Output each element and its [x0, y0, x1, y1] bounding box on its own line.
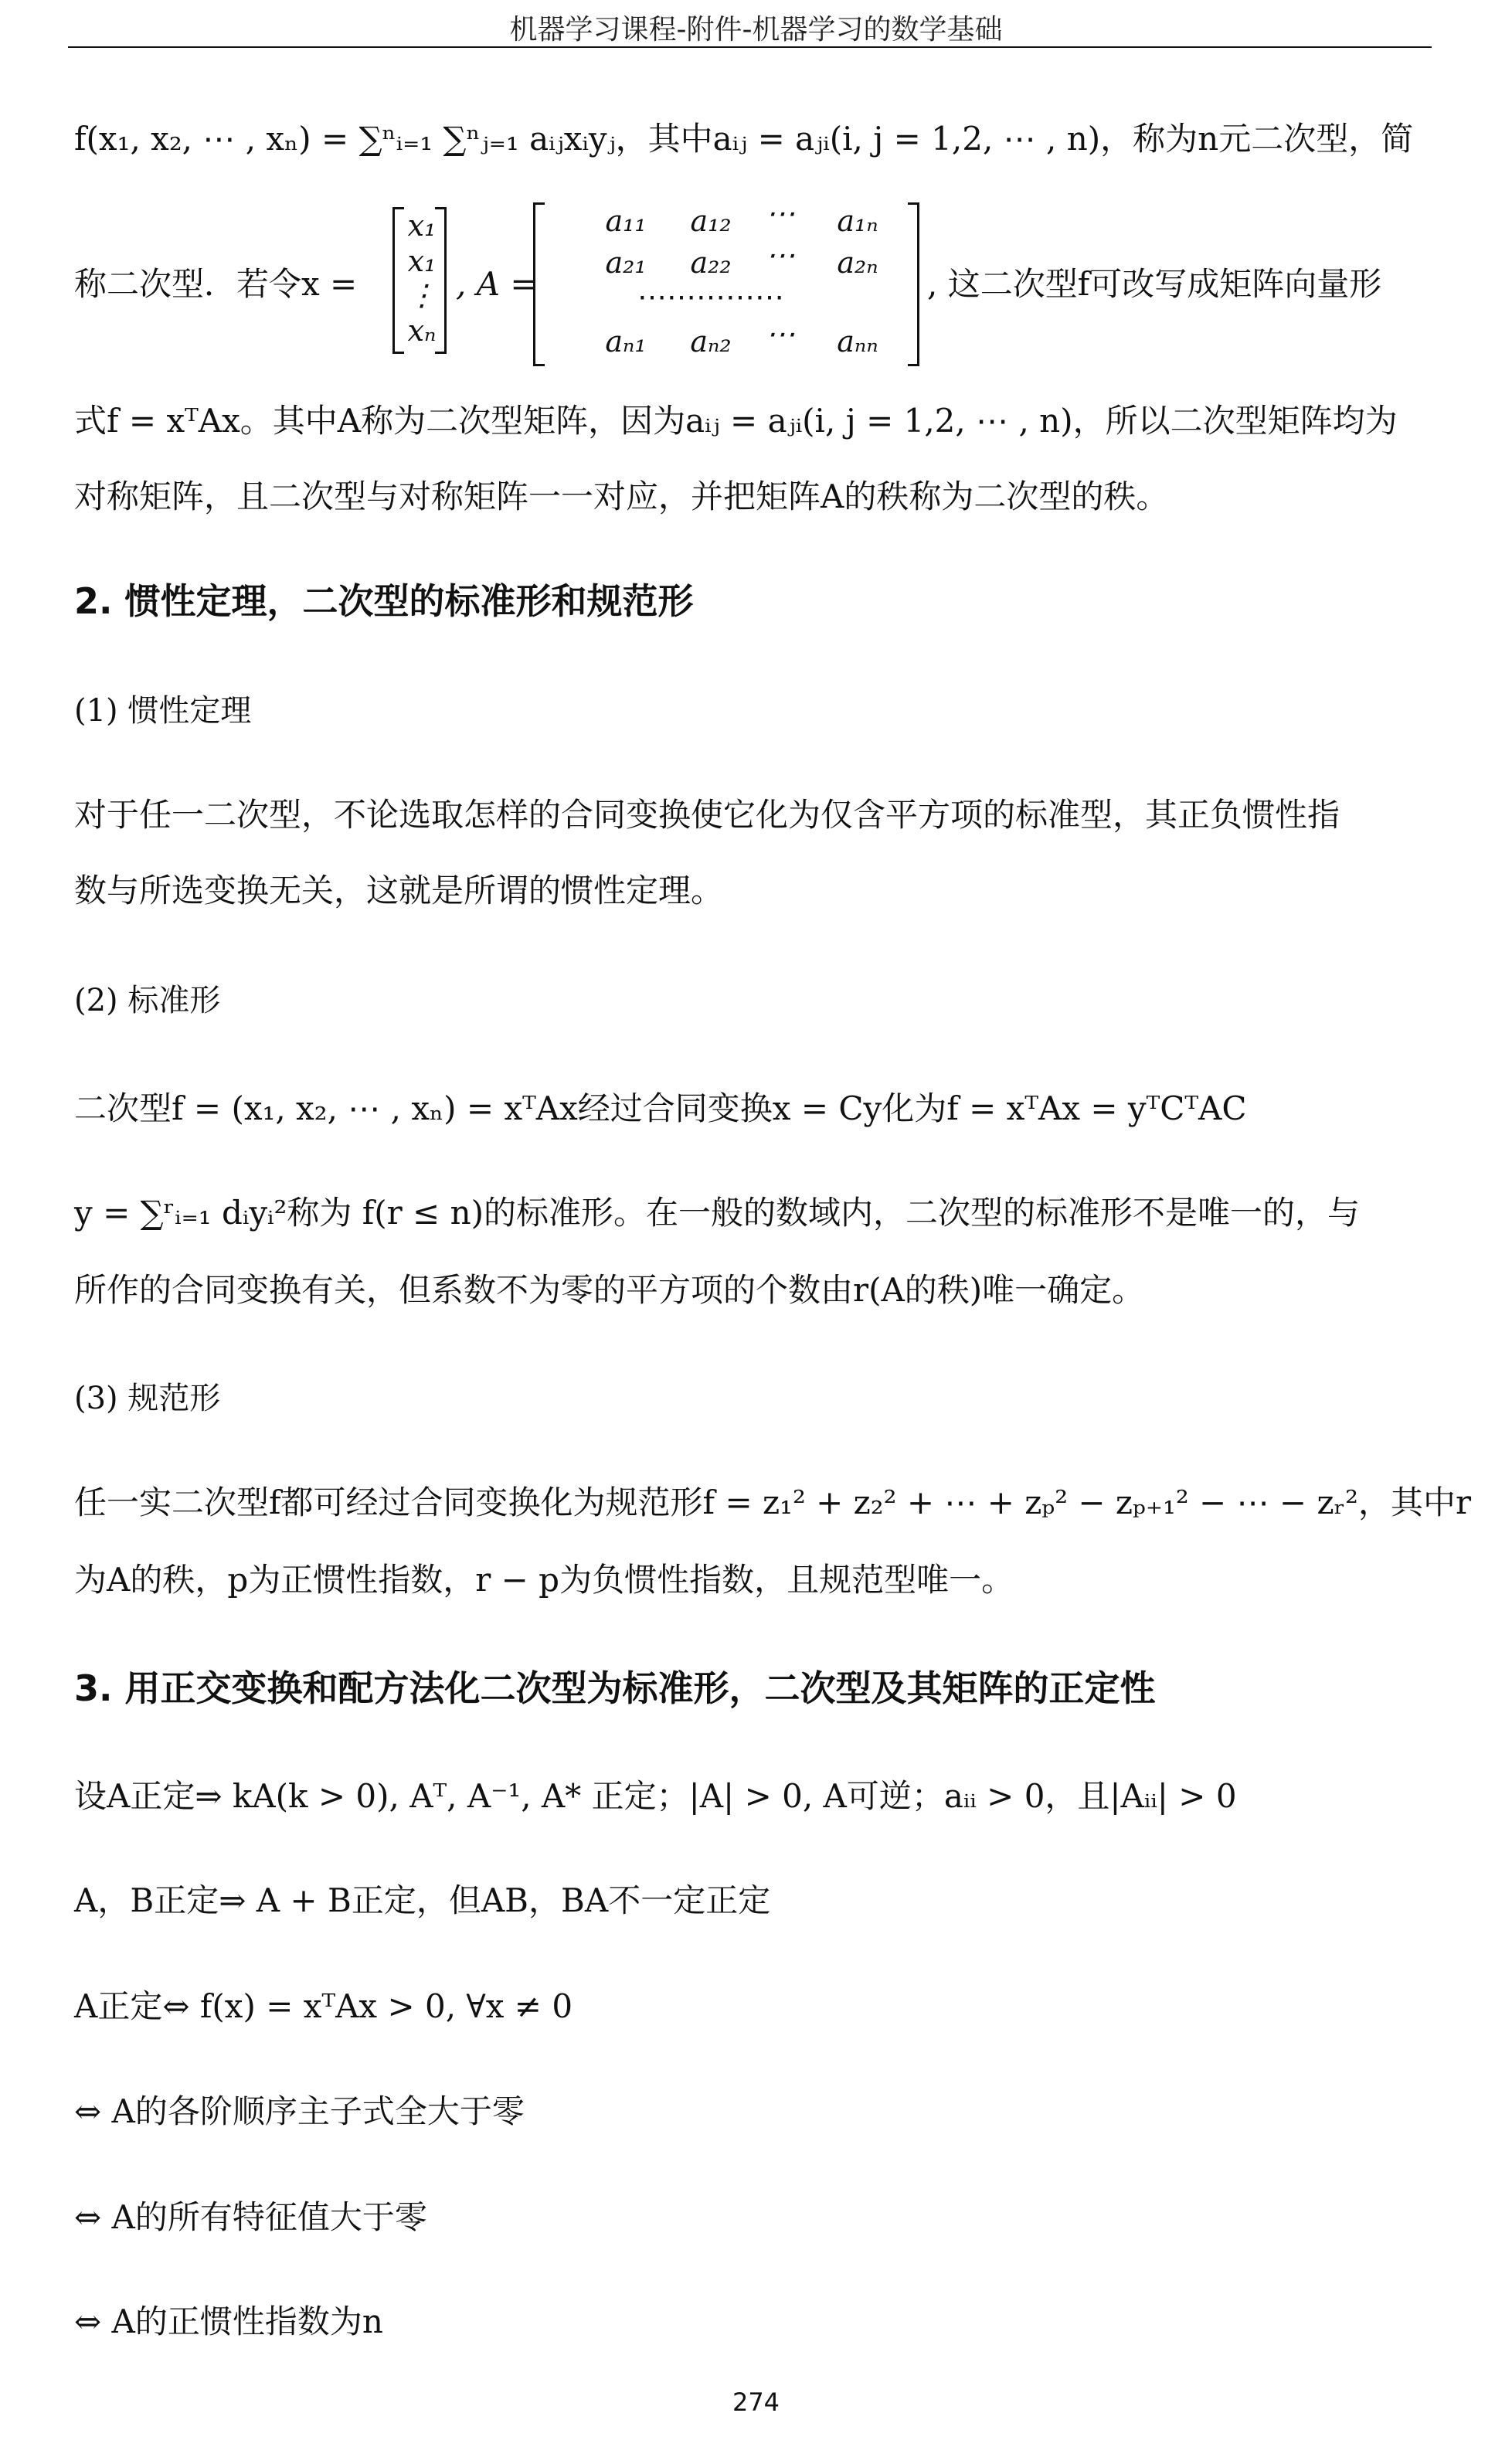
matrix-entry: aₙ₂ [690, 325, 732, 359]
subsection-title-canonical-form: (3) 规范形 [74, 1381, 221, 1416]
subsection-title-inertia: (1) 惯性定理 [74, 693, 252, 729]
quadratic-form-definition: f(x₁, x₂, ⋯ , xₙ) = ∑ⁿᵢ₌₁ ∑ⁿⱼ₌₁ aᵢⱼxᵢyⱼ，其中aᵢⱼ = aⱼᵢ(i, j = 1,2, ⋯ , n)，称为n元二次型，简 [74, 120, 1414, 158]
vector-entry: ⋮ [407, 278, 437, 312]
matrix-entry: a₁₁ [605, 204, 647, 238]
vector-intro-text: 称二次型．若令x = [74, 265, 358, 303]
page-number: 274 [732, 2388, 780, 2417]
matrix-ellipsis-row: ⋯⋯⋯⋯⋯ [637, 280, 784, 314]
matrix-A [533, 196, 919, 366]
paragraph-line: 所作的合同变换有关，但系数不为零的平方项的个数由r(A的秩)唯一确定。 [74, 1271, 1145, 1309]
matrix-entry: a₂₁ [605, 246, 647, 280]
paragraph-line: A正定⇔ f(x) = xᵀAx > 0, ∀x ≠ 0 [74, 1987, 573, 2025]
matrix-vector-form-text: , 这二次型f可改写成矩阵向量形 [927, 265, 1382, 303]
paragraph-line: 任一实二次型f都可经过合同变换化为规范形f = z₁² + z₂² + ⋯ + zₚ² − zₚ₊₁² − ⋯ − zᵣ²，其中r [74, 1483, 1472, 1521]
paragraph-line: 对称矩阵，且二次型与对称矩阵一一对应，并把矩阵A的秩称为二次型的秩。 [74, 478, 1169, 515]
paragraph-line: 对于任一二次型，不论选取怎样的合同变换使它化为仅含平方项的标准型，其正负惯性指 [74, 796, 1340, 834]
paragraph-line: 为A的秩，p为正惯性指数，r − p为负惯性指数，且规范型唯一。 [74, 1561, 1014, 1599]
subsection-title-standard-form: (2) 标准形 [74, 983, 221, 1018]
vector-entry: xₙ [407, 314, 437, 348]
paragraph-line: 式f = xᵀAx。其中A称为二次型矩阵，因为aᵢⱼ = aⱼᵢ(i, j = 1,2, ⋯ , n)，所以二次型矩阵均为 [74, 402, 1398, 440]
paragraph-line: 二次型f = (x₁, x₂, ⋯ , xₙ) = xᵀAx经过合同变换x = Cy化为f = xᵀAx = yᵀCᵀAC [74, 1089, 1247, 1127]
header-rule [68, 46, 1432, 48]
vector-entry: x₁ [407, 244, 437, 278]
matrix-entry: ⋯ [766, 238, 795, 272]
paragraph-line: ⇔ A的各阶顺序主子式全大于零 [74, 2092, 525, 2130]
paragraph-line: ⇔ A的所有特征值大于零 [74, 2198, 427, 2236]
section-heading-2: 2. 惯性定理，二次型的标准形和规范形 [74, 580, 694, 622]
matrix-right-bracket [908, 202, 919, 366]
paragraph-line: 数与所选变换无关，这就是所谓的惯性定理。 [74, 872, 724, 909]
vector-x [392, 207, 447, 354]
matrix-entry: aₙ₁ [605, 325, 647, 359]
matrix-A-label: , A = [456, 265, 538, 303]
paragraph-line: 设A正定⇒ kA(k > 0), Aᵀ, A⁻¹, A* 正定；|A| > 0, A可逆；aᵢᵢ > 0，且|Aᵢᵢ| > 0 [74, 1777, 1237, 1815]
matrix-entry: a₂₂ [690, 246, 732, 280]
paragraph-line: A，B正定⇒ A + B正定，但AB，BA不一定正定 [74, 1881, 771, 1919]
section-heading-3: 3. 用正交变换和配方法化二次型为标准形，二次型及其矩阵的正定性 [74, 1667, 1156, 1709]
matrix-entry: a₂ₙ [837, 246, 878, 280]
matrix-entry: a₁₂ [690, 204, 732, 238]
vector-entry: x₁ [407, 209, 437, 243]
matrix-entry: ⋯ [766, 196, 795, 230]
paragraph-line: ⇔ A的正惯性指数为n [74, 2303, 383, 2340]
matrix-left-bracket [533, 202, 545, 366]
paragraph-line: y = ∑ʳᵢ₌₁ dᵢyᵢ²称为 f(r ≤ n)的标准形。在一般的数域内，二次型的标准形不是唯一的，与 [74, 1194, 1361, 1232]
vector-left-bracket [392, 207, 404, 354]
matrix-entry: a₁ₙ [837, 204, 878, 238]
running-header: 机器学习课程-附件-机器学习的数学基础 [509, 14, 1003, 46]
matrix-entry: ⋯ [766, 317, 795, 351]
matrix-entry: aₙₙ [837, 325, 878, 359]
